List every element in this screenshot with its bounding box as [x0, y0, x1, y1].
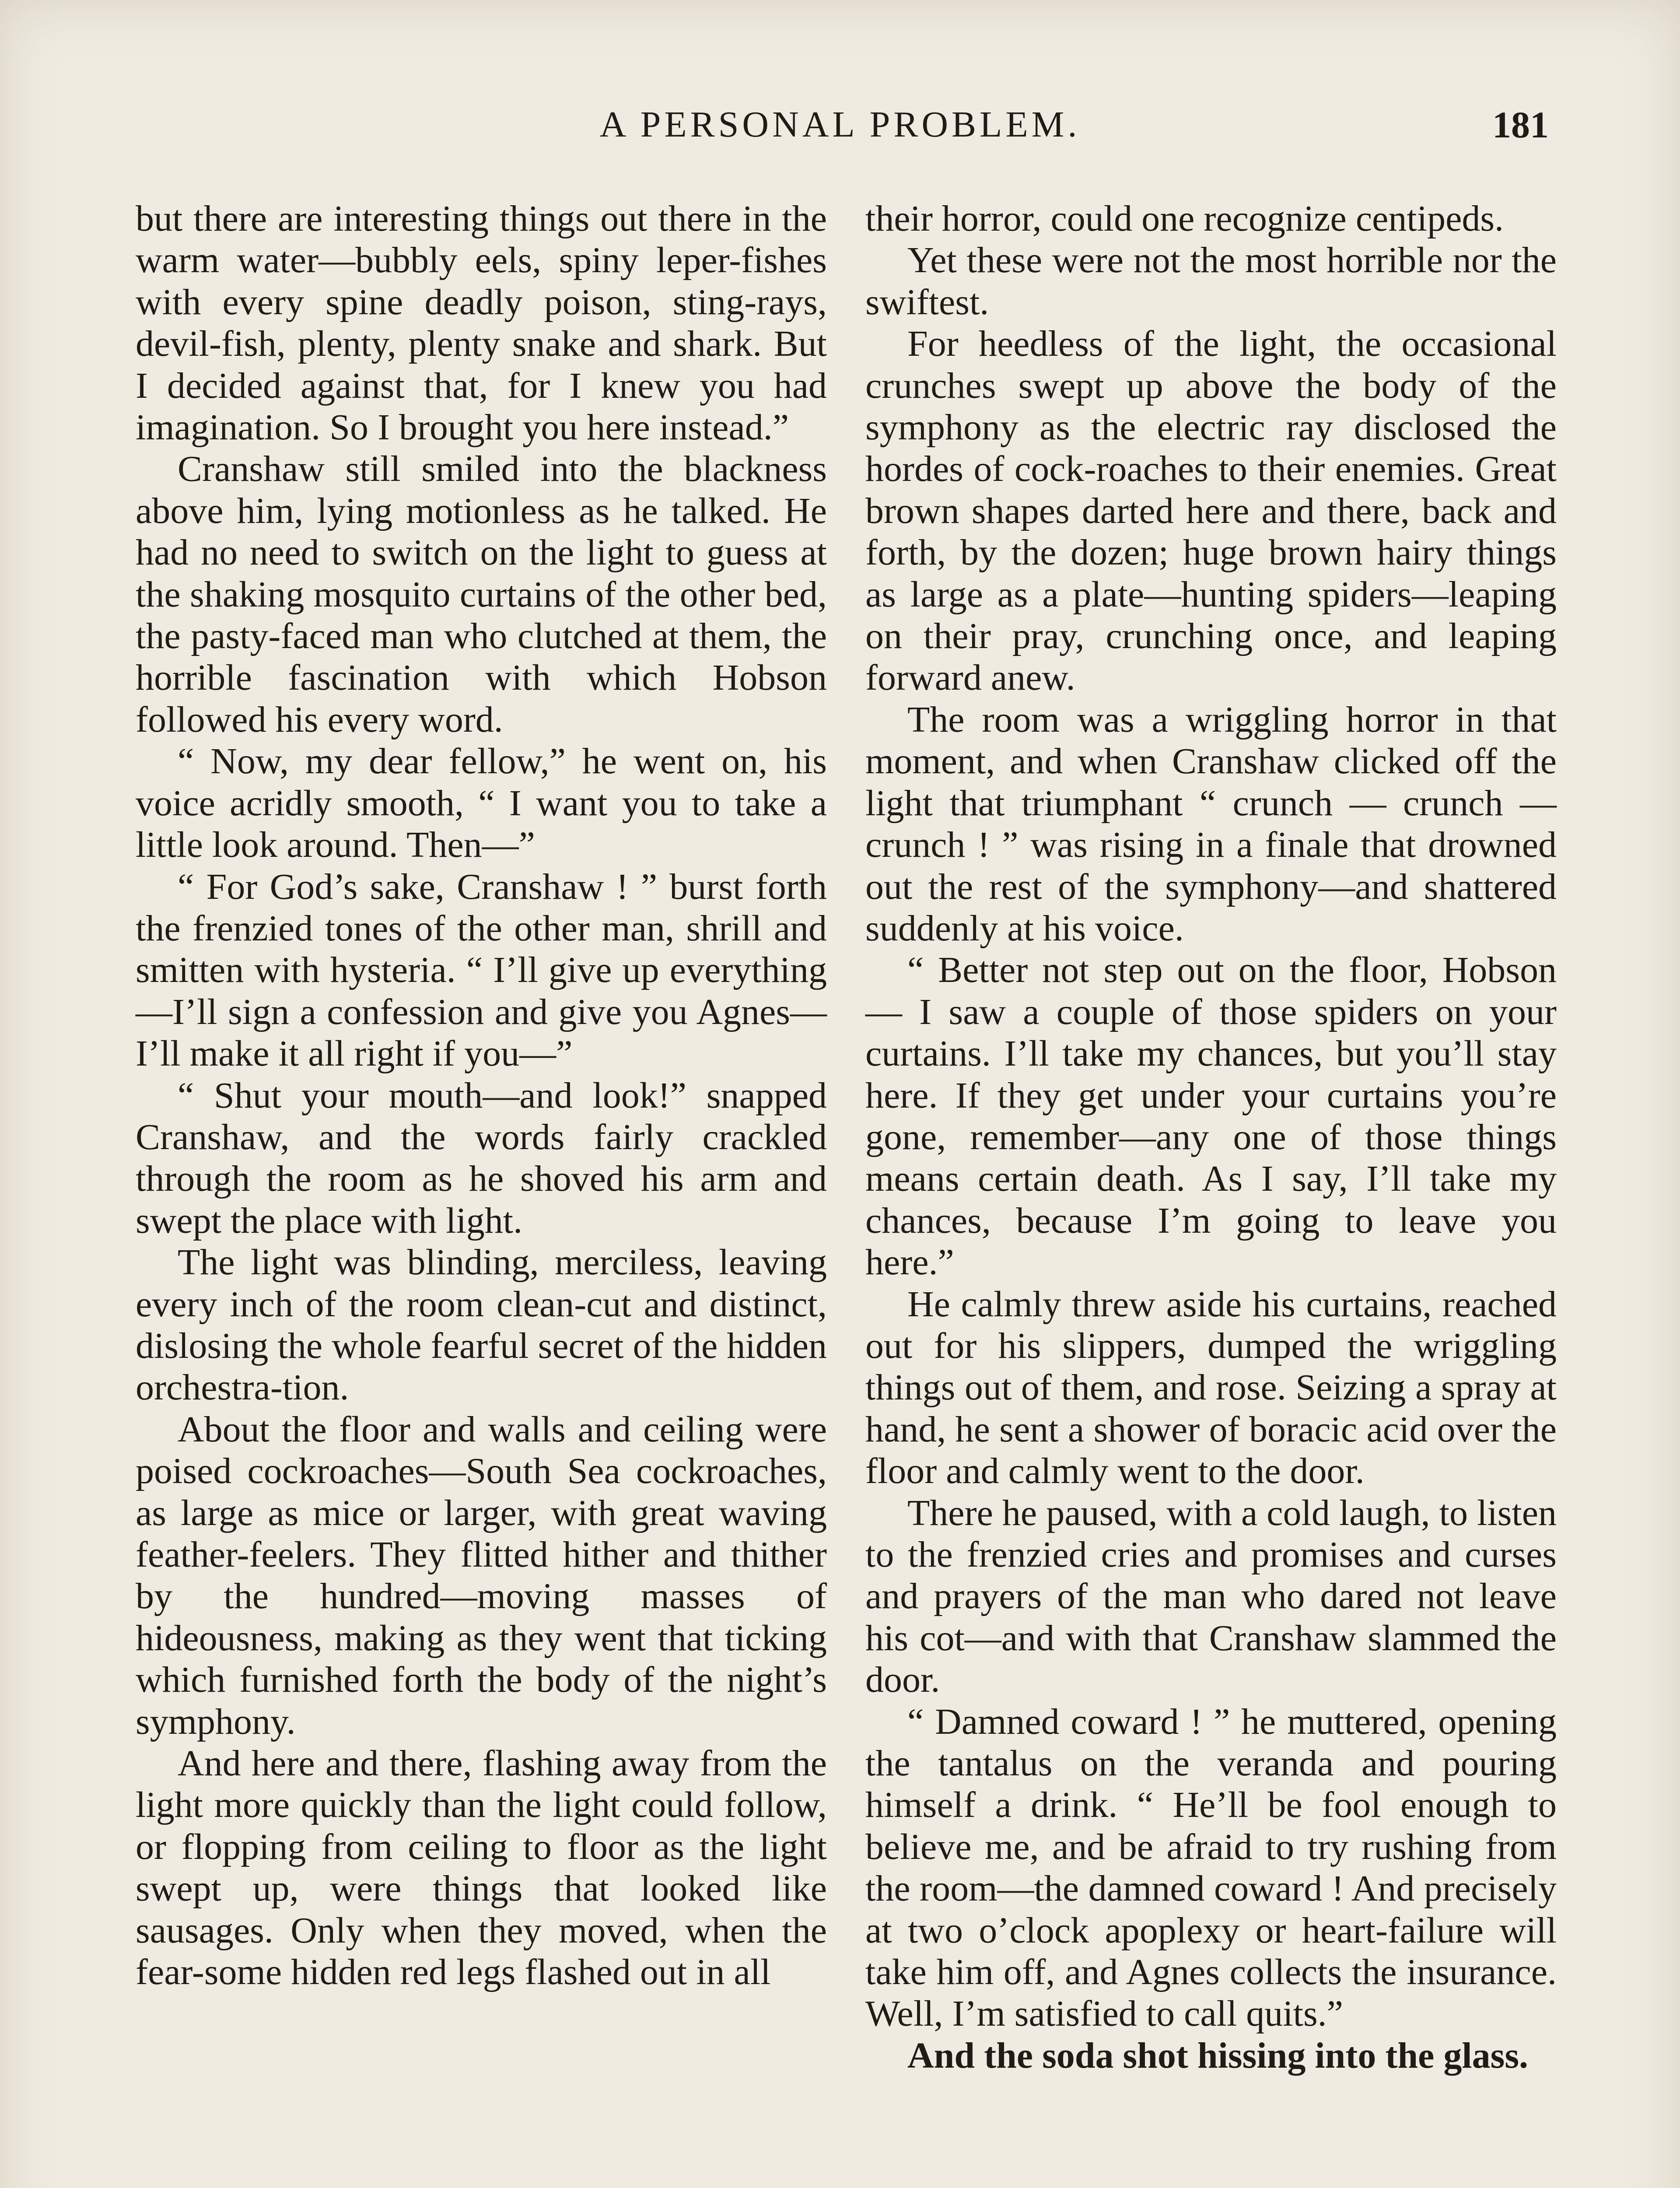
- paragraph: Cranshaw still smiled into the blackness above him, lying motionless as he talked. He had no need to switch on the light to guess at the shaking mosquito curtains of the other bed, the pasty-faced man who clutched at them, the horrible fascination with which Hobson followed his every word.: [136, 449, 827, 740]
- paragraph: Yet these were not the most horrible nor the swiftest.: [865, 240, 1557, 323]
- paragraph: There he paused, with a cold laugh, to listen to the frenzied cries and promises and curses and prayers of the man who dared not leave his cot—and with that Cranshaw slammed the door.: [865, 1492, 1557, 1701]
- page-number: 181: [1492, 104, 1549, 146]
- paragraph: About the floor and walls and ceiling were poised cockroaches—South Sea cockroaches, as large as mice or larger, with great waving feather-feelers. They flitted hither and thither by the hundred—moving masses of hideousness, making as they went that ticking which furnished forth the body of the night’s symphony.: [136, 1409, 827, 1742]
- paragraph: For heedless of the light, the occasional crunches swept up above the body of the symphony as the electric ray disclosed the hordes of cock-roaches to their enemies. Great brown shapes darted here and there, back and forth, by the dozen; huge brown hairy things as large as a plate—hunting spiders—leaping on their pray, crunching once, and leaping forward anew.: [865, 323, 1557, 698]
- paragraph: “ Damned coward ! ” he muttered, opening the tantalus on the veranda and pouring himself a drink. “ He’ll be fool enough to believe me, and be afraid to try rushing from the room—the damned coward ! And precisely at two o’clock apoplexy or heart-failure will take him off, and Agnes collects the insurance. Well, I’m satisfied to call quits.”: [865, 1701, 1557, 2034]
- running-head: [131, 101, 1549, 149]
- paragraph: The light was blinding, merciless, leaving every inch of the room clean-cut and distinct, dislosing the whole fearful secret of the hidden orchestra-tion.: [136, 1242, 827, 1408]
- right-column: [865, 198, 1557, 2076]
- paragraph: “ Better not step out on the floor, Hobson — I saw a couple of those spiders on your curtains. I’ll take my chances, but you’ll stay here. If they get under your curtains you’re gone, remember—any one of those things means certain death. As I say, I’ll take my chances, because I’m going to leave you here.”: [865, 950, 1557, 1283]
- left-column: [136, 198, 827, 1993]
- paragraph: but there are interesting things out there in the warm water—bubbly eels, spiny leper-fishes with every spine deadly poison, sting-rays, devil-fish, plenty, plenty snake and shark. But I decided against that, for I knew you had imagination. So I brought you here instead.”: [136, 198, 827, 448]
- paragraph: “ Shut your mouth—and look!” snapped Cranshaw, and the words fairly crackled through the room as he shoved his arm and swept the place with light.: [136, 1075, 827, 1241]
- paragraph: their horror, could one recognize centipeds.: [865, 198, 1504, 239]
- paragraph: “ Now, my dear fellow,” he went on, his voice acridly smooth, “ I want you to take a little look around. Then—”: [136, 741, 827, 866]
- paragraph: He calmly threw aside his curtains, reached out for his slippers, dumped the wriggling things out of them, and rose. Seizing a spray at hand, he sent a shower of boracic acid over the floor and calmly went to the door.: [865, 1283, 1557, 1492]
- paragraph: And here and there, flashing away from the light more quickly than the light could follow, or flopping from ceiling to floor as the light swept up, were things that looked like sausages. Only when they moved, when the fear-some hidden red legs flashed out in all: [136, 1743, 827, 1993]
- paragraph: And the soda shot hissing into the glass.: [907, 2035, 1529, 2076]
- paragraph: “ For God’s sake, Cranshaw ! ” burst forth the frenzied tones of the other man, shrill and smitten with hysteria. “ I’ll give up everything—I’ll sign a confession and give you Agnes—I’ll make it all right if you—”: [136, 866, 827, 1074]
- page-title: A PERSONAL PROBLEM.: [599, 104, 1081, 145]
- paragraph: The room was a wriggling horror in that moment, and when Cranshaw clicked off the light that triumphant “ crunch — crunch — crunch ! ” was rising in a finale that drowned out the rest of the symphony—and shattered suddenly at his voice.: [865, 699, 1557, 949]
